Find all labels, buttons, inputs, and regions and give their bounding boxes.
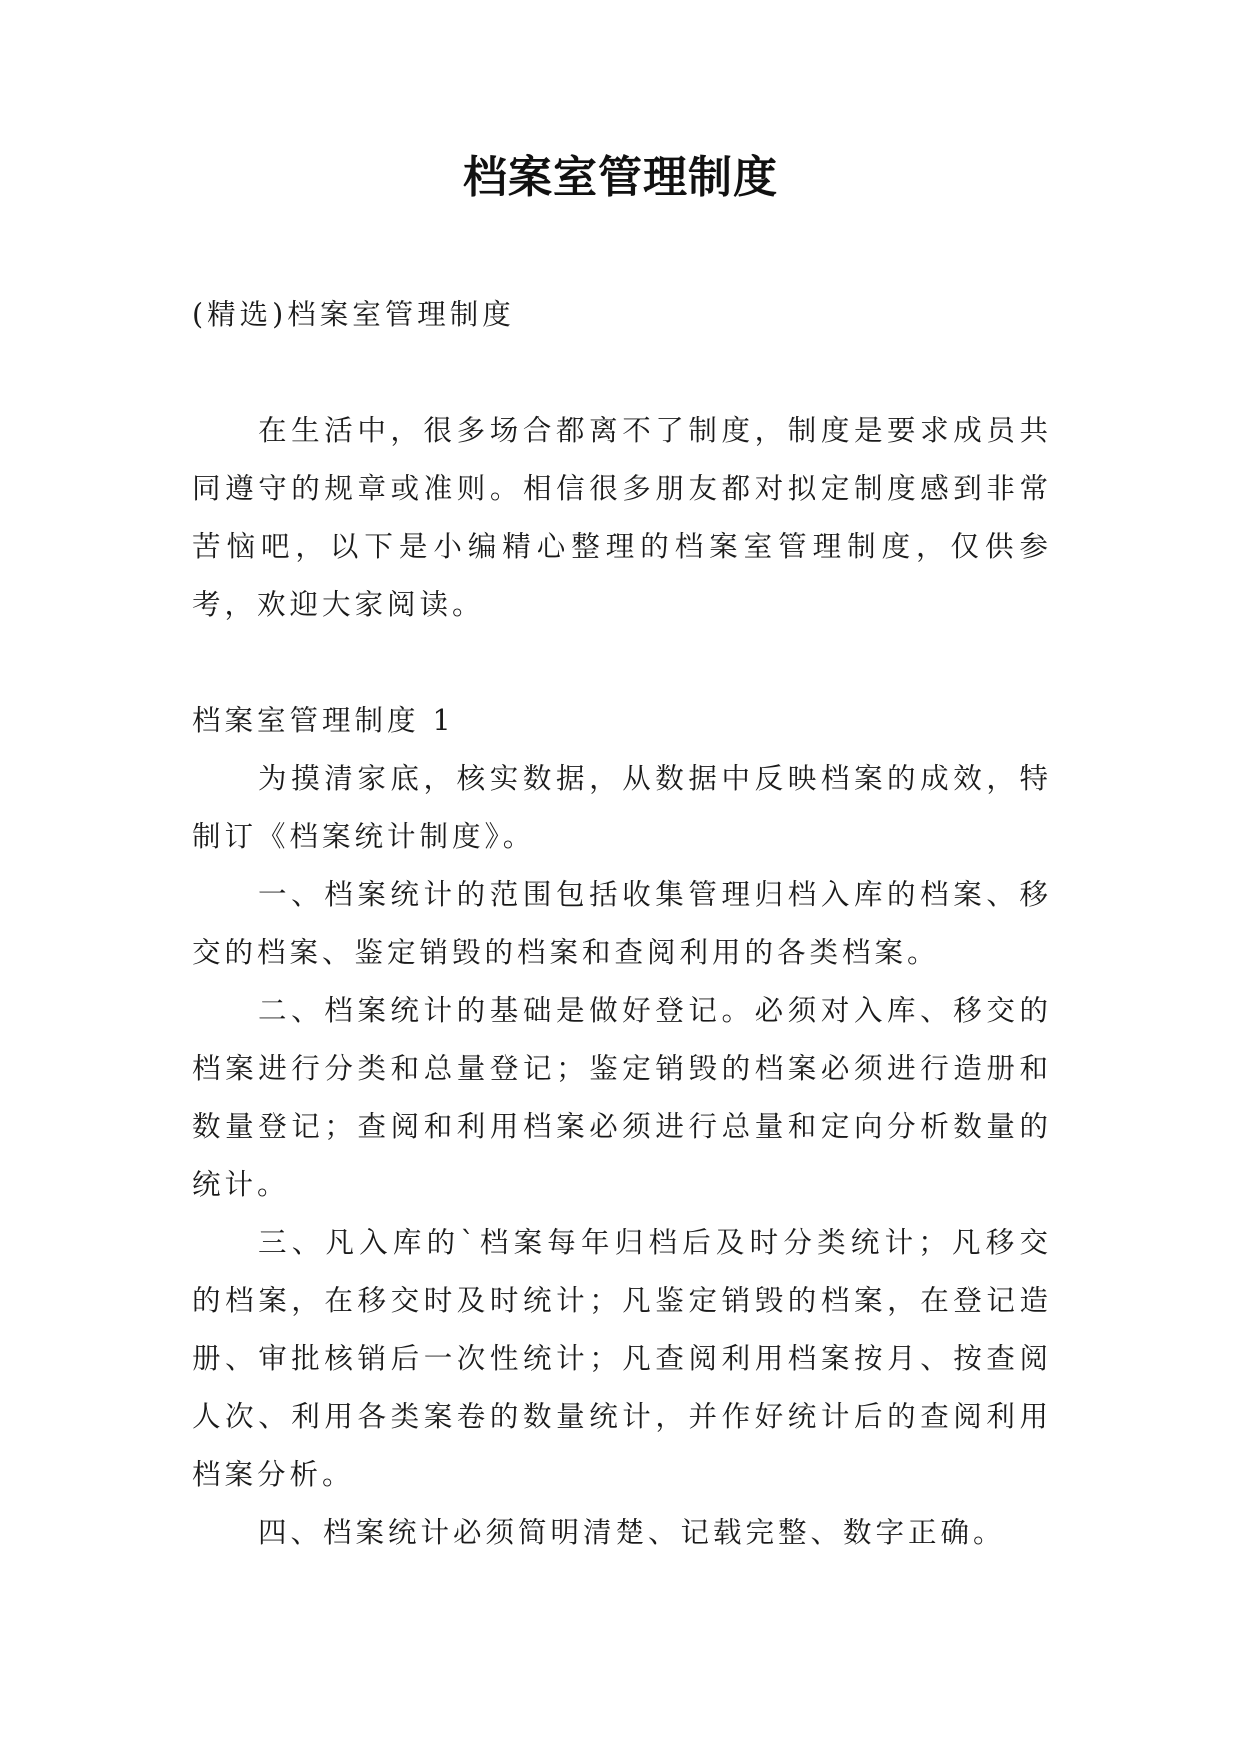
document-body [192,286,1052,1562]
section-heading: 档案室管理制度 1 [192,704,455,737]
body-paragraph: 一、档案统计的范围包括收集管理归档入库的档案、移交的档案、鉴定销毁的档案和查阅利用的各类档案。 [192,878,1052,969]
body-paragraph: 为摸清家底，核实数据，从数据中反映档案的成效，特制订《档案统计制度》。 [192,762,1052,853]
body-paragraph: 四、档案统计必须简明清楚、记载完整、数字正确。 [258,1516,1006,1549]
spacer [192,344,1052,402]
spacer [192,634,1052,692]
body-paragraph: 二、档案统计的基础是做好登记。必须对入库、移交的档案进行分类和总量登记；鉴定销毁的档案必须进行造册和数量登记；查阅和利用档案必须进行总量和定向分析数量的统计。 [192,994,1052,1201]
document-title: 档案室管理制度 [463,152,778,203]
body-paragraph: 三、凡入库的`档案每年归档后及时分类统计；凡移交的档案，在移交时及时统计；凡鉴定销毁的档案，在登记造册、审批核销后一次性统计；凡查阅利用档案按月、按查阅人次、利用各类案卷的数量统计，并作好统计后的查阅利用档案分析。 [192,1226,1052,1491]
intro-paragraph: 在生活中，很多场合都离不了制度，制度是要求成员共同遵守的规章或准则。相信很多朋友都对拟定制度感到非常苦恼吧，以下是小编精心整理的档案室管理制度，仅供参考，欢迎大家阅读。 [192,414,1052,621]
document-subtitle: (精选)档案室管理制度 [192,298,515,331]
